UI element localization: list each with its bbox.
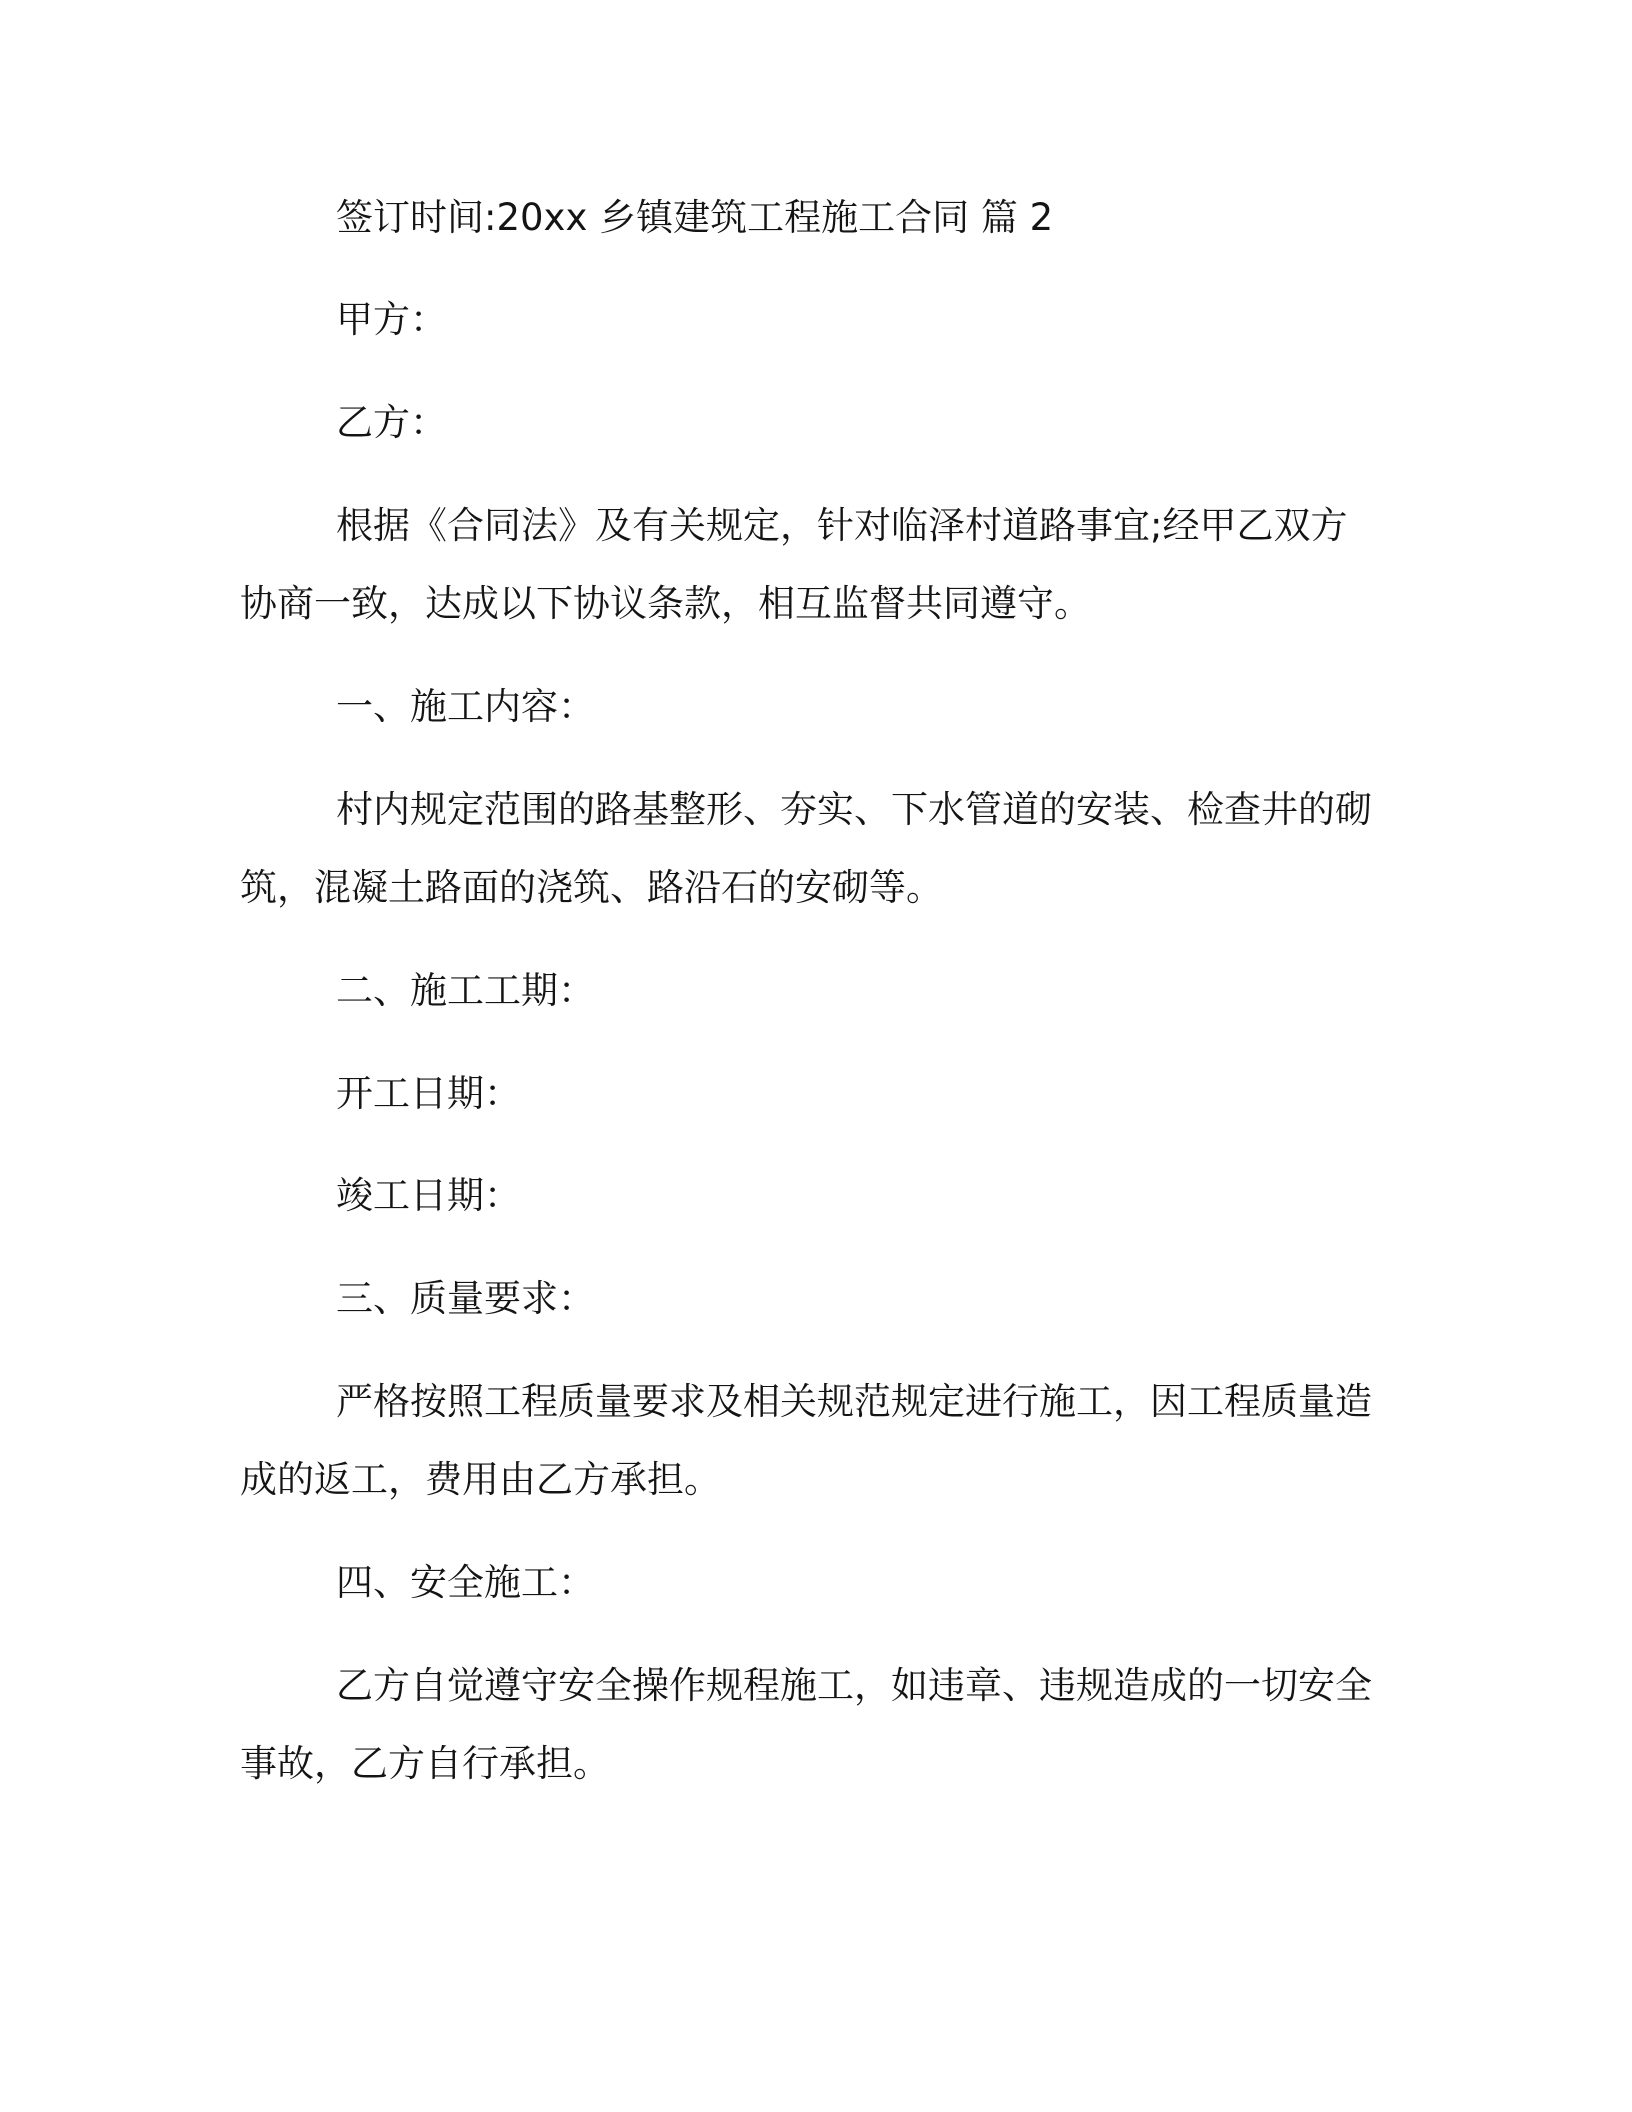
section-3-title: 三、质量要求： bbox=[336, 1277, 595, 1320]
party-a-label: 甲方： bbox=[336, 298, 447, 341]
section-4-line-1: 乙方自觉遵守安全操作规程施工，如违章、违规造成的一切安全 bbox=[336, 1664, 1372, 1707]
section-3-line-2: 成的返工，费用由乙方承担。 bbox=[240, 1458, 721, 1501]
section-4-title: 四、安全施工： bbox=[336, 1561, 595, 1604]
section-1-line-2: 筑，混凝土路面的浇筑、路沿石的安砌等。 bbox=[240, 866, 943, 909]
intro-line-1: 根据《合同法》及有关规定，针对临泽村道路事宜;经甲乙双方 bbox=[336, 504, 1348, 547]
section-1-line-1: 村内规定范围的路基整形、夯实、下水管道的安装、检查井的砌 bbox=[336, 788, 1372, 831]
heading-line: 签订时间:20xx 乡镇建筑工程施工合同 篇 2 bbox=[336, 196, 1054, 239]
section-4-line-2: 事故，乙方自行承担。 bbox=[240, 1742, 610, 1785]
party-b-label: 乙方： bbox=[336, 401, 447, 444]
section-3-line-1: 严格按照工程质量要求及相关规范规定进行施工，因工程质量造 bbox=[336, 1380, 1372, 1423]
end-date-label: 竣工日期： bbox=[336, 1174, 521, 1217]
intro-line-2: 协商一致，达成以下协议条款，相互监督共同遵守。 bbox=[240, 582, 1091, 625]
start-date-label: 开工日期： bbox=[336, 1072, 521, 1115]
section-1-title: 一、施工内容： bbox=[336, 685, 595, 728]
section-2-title: 二、施工工期： bbox=[336, 969, 595, 1012]
